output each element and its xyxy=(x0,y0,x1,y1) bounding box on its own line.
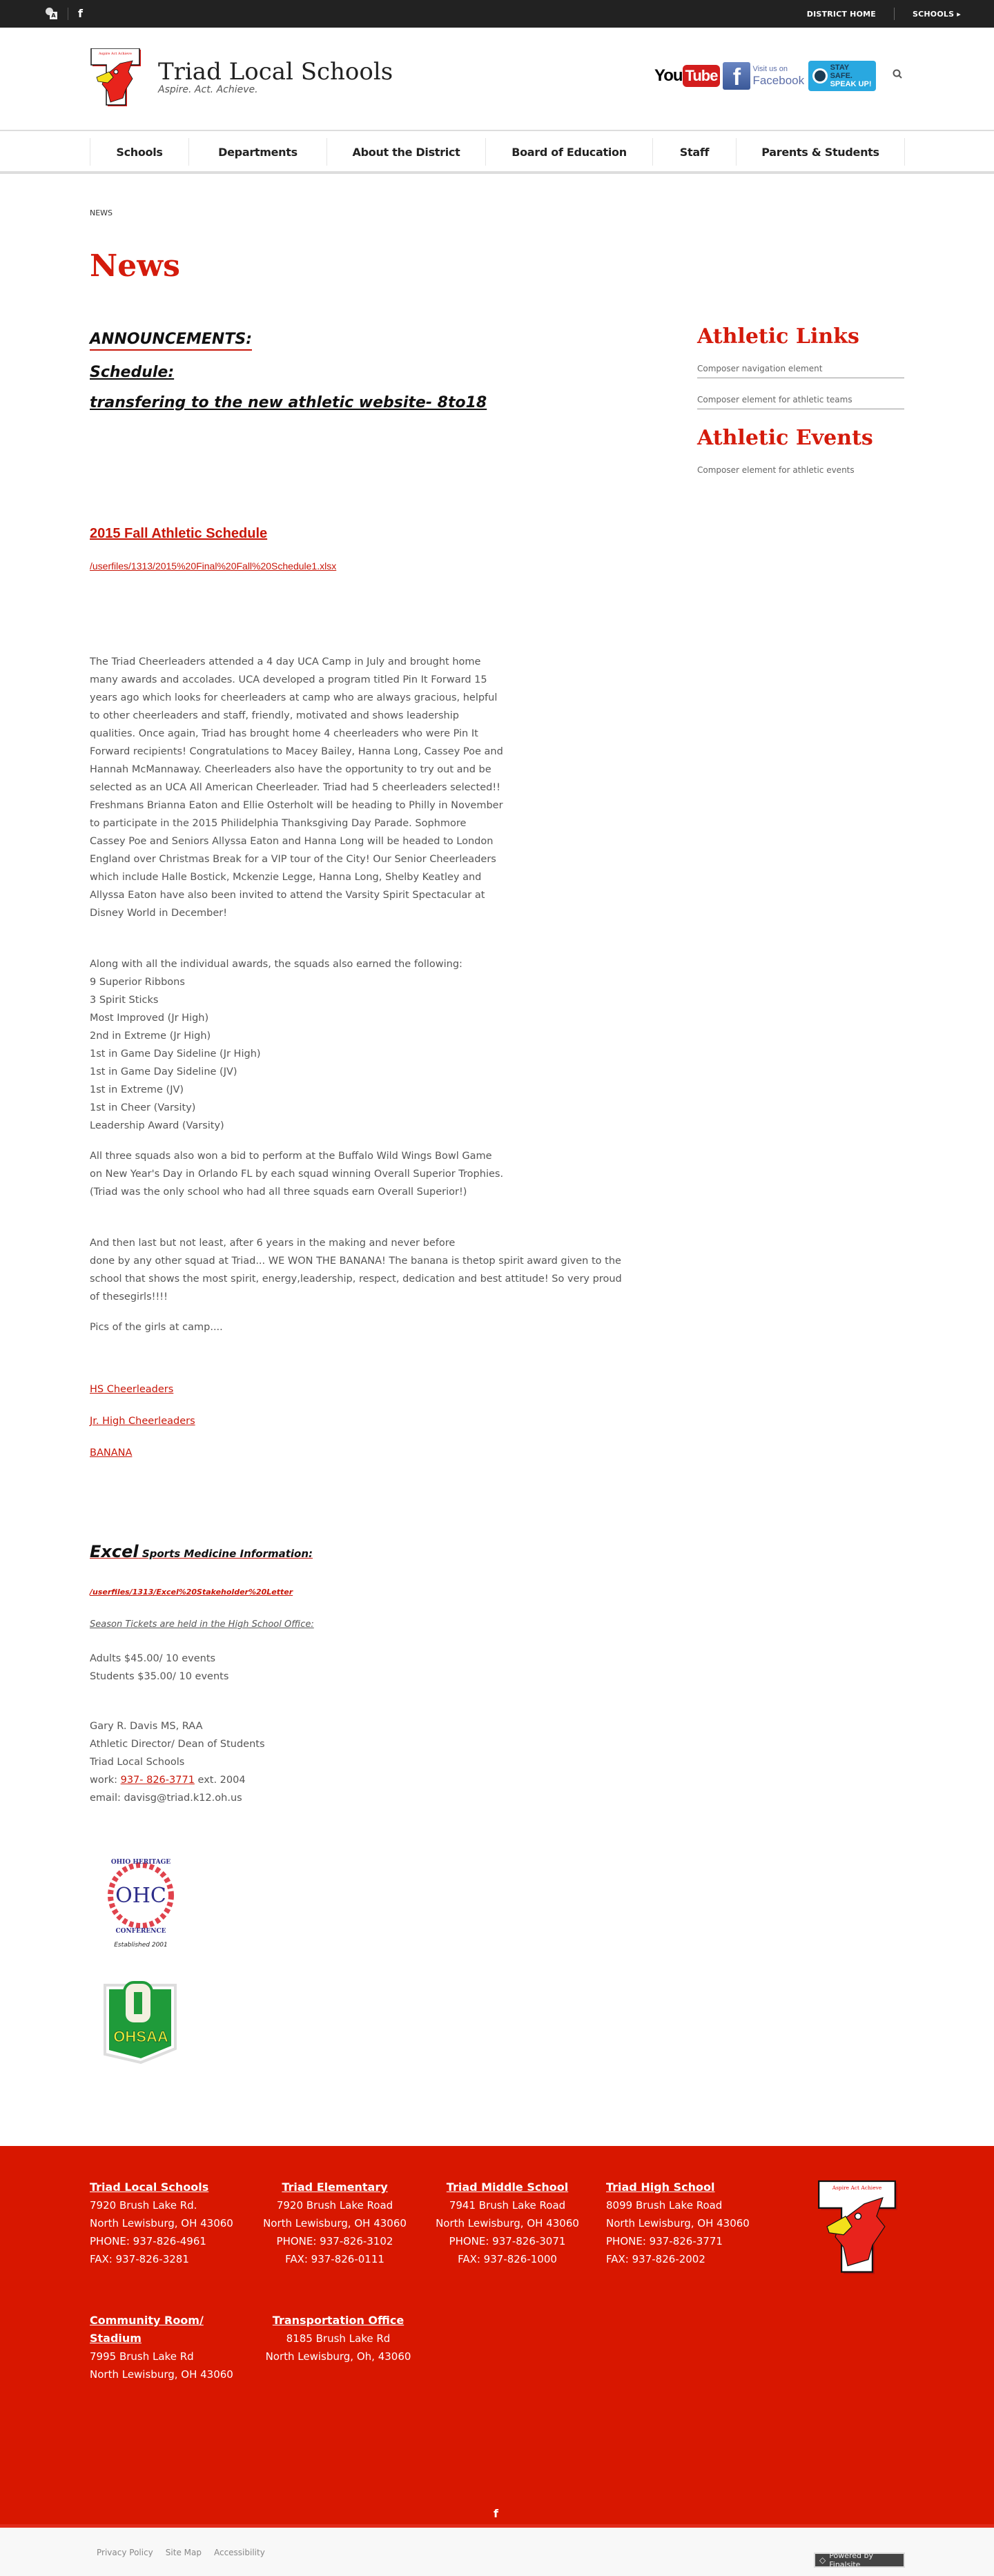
svg-text:Aspire Act Achieve: Aspire Act Achieve xyxy=(832,2184,882,2191)
composer-nav-element[interactable]: Composer navigation element xyxy=(697,364,904,378)
excel-heading: Excel Sports Medicine Information: xyxy=(90,1542,313,1561)
pics-caption: Pics of the girls at camp.... xyxy=(90,1322,223,1333)
footer-facebook-icon[interactable]: f xyxy=(494,2507,498,2520)
award-item: Most Improved (Jr High) xyxy=(90,1013,209,1024)
athletic-events-heading: Athletic Events xyxy=(697,426,873,450)
divider xyxy=(894,8,895,20)
social-links xyxy=(654,61,876,91)
utility-bar xyxy=(0,0,994,28)
award-item: 1st in Game Day Sideline (Jr High) xyxy=(90,1048,261,1060)
award-item: Leadership Award (Varsity) xyxy=(90,1120,224,1131)
phone-link[interactable]: 937- 826-3771 xyxy=(120,1775,195,1786)
athletic-links-heading: Athletic Links xyxy=(697,324,859,349)
footer-col-elementary: Triad Elementary 7920 Brush Lake Road North Lewisburg, OH 43060 PHONE: 937-826-3102 FAX: 937-826-0111 xyxy=(263,2180,407,2265)
season-tickets-heading: Season Tickets are held in the High School Office: xyxy=(90,1619,314,1630)
svg-text:OHIO HERITAGE: OHIO HERITAGE xyxy=(110,1859,171,1866)
award-item: 1st in Game Day Sideline (JV) xyxy=(90,1066,237,1077)
facebook-icon[interactable]: f xyxy=(78,7,83,20)
nav-item-schools[interactable]: Schools xyxy=(90,138,189,166)
site-footer xyxy=(0,2146,994,2528)
svg-text:OHSAA: OHSAA xyxy=(113,2028,168,2045)
cheer-paragraph: The Triad Cheerleaders attended a 4 day UCA Camp in July and brought home many awards and accolades. UCA developed a program titled Pin It Forward 15 years ago which looks for cheerleaders at camp who are always gracious, helpful to other cheerleaders and staff, friendly, motivated and shows leadership qualities. Once again, Triad has brought home 4 cheerleaders who were Pin It Forward recipients! Congratulations to Macey Bailey, Hanna Long, Cassey Poe and Hannah McMannaway. Cheerleaders also have the opportunity to try out and be selected as an UCA All American Cheerleader. Triad had 5 cheerleaders selected!! Freshmans Brianna Eaton and Ellie Osterholt will be heading to Philly in November to participate in the 2015 Philidelphia Thanksgiving Day Parade. Sophmore Cassey Poe and Seniors Allyssa Eaton and Hanna Long will be headed to London England over Christmas Break for a VIP tour of the City! Our Senior Cheerleaders which include Halle Bostick, Mckenzie Legge, Hanna Long, Shelby Keatley and Allyssa Eaton have also been invited to attend the Varsity Spirit Spectacular at Disney World in December! xyxy=(90,656,503,919)
privacy-policy-link[interactable]: Privacy Policy xyxy=(97,2548,153,2557)
site-title[interactable]: Triad Local Schools xyxy=(158,58,393,86)
footer-col-district: Triad Local Schools 7920 Brush Lake Rd. North Lewisburg, OH 43060 PHONE: 937-826-4961 FAX: 937-826-3281 xyxy=(90,2180,233,2265)
announcements-heading: ANNOUNCEMENTS: xyxy=(90,330,252,351)
award-item: 3 Spirit Sticks xyxy=(90,995,159,1006)
footer-col-transportation: Transportation Office 8185 Brush Lake Rd North Lewisburg, Oh, 43060 xyxy=(265,2314,411,2363)
site-tagline: Aspire. Act. Achieve. xyxy=(158,84,258,95)
nav-item-parents-students[interactable]: Parents & Students xyxy=(737,138,905,166)
excel-letter-link[interactable]: /userfiles/1313/Excel%20Stakeholder%20Letter xyxy=(90,1588,293,1597)
footer-col-high: Triad High School 8099 Brush Lake Road North Lewisburg, OH 43060 PHONE: 937-826-3771 FAX: 937-826-2002 xyxy=(606,2180,750,2265)
composer-events-element[interactable]: Composer element for athletic events xyxy=(697,465,855,475)
breadcrumb[interactable]: NEWS xyxy=(90,208,113,217)
banana-link[interactable]: BANANA xyxy=(90,1447,133,1458)
award-item: 1st in Cheer (Varsity) xyxy=(90,1102,196,1113)
transfer-notice: transfering to the new athletic website- 8to18 xyxy=(90,394,487,411)
awards-section: Along with all the individual awards, the squads also earned the following: 9 Superior Ribbons 3 Spirit Sticks Most Improved (Jr High) 2nd in Extreme (Jr High) 1st in Game Day Sideline (Jr High) 1st in Game Day Sideline (JV) 1st in Extreme (JV) 1st in Cheer (Varsity) Leadership Award (Varsity) xyxy=(90,955,628,1135)
svg-text:CONFERENCE: CONFERENCE xyxy=(115,1928,166,1935)
jr-high-cheerleaders-link[interactable]: Jr. High Cheerleaders xyxy=(90,1416,195,1427)
email-text: email: davisg@triad.k12.oh.us xyxy=(90,1793,242,1804)
nav-item-departments[interactable]: Departments xyxy=(189,138,327,166)
nav-item-staff[interactable]: Staff xyxy=(653,138,737,166)
finalsite-diamond-icon: ◇ xyxy=(819,2555,826,2565)
fall-schedule-file-link[interactable]: /userfiles/1313/2015%20Final%20Fall%20Schedule1.xlsx xyxy=(90,560,337,572)
search-icon[interactable] xyxy=(893,69,902,79)
banana-paragraph: And then last but not least, after 6 years in the making and never before done by any other squad at Triad... WE WON THE BANANA! The banana is thetop spirit award given to the school that shows the most spirit, energy,leadership, respect, dedication and best attitude! So very proud of thesegirls!!!! xyxy=(90,1238,622,1302)
fall-schedule-link[interactable]: 2015 Fall Athletic Schedule xyxy=(90,526,268,541)
contact-block: Gary R. Davis MS, RAA Athletic Director/ Dean of Students Triad Local Schools work: 937- 826-3771 ext. 2004 email: davisg@triad.k12.oh.us xyxy=(90,1717,265,1807)
facebook-icon: f xyxy=(723,62,750,90)
facebook-visit-link[interactable]: f Visit us on Facebook xyxy=(723,62,804,90)
ohc-logo xyxy=(99,1853,185,1963)
powered-by-finalsite-badge[interactable]: ◇ Powered by Finalsite xyxy=(814,2553,905,2568)
hs-cheerleaders-link[interactable]: HS Cheerleaders xyxy=(90,1384,174,1395)
svg-text:OHC: OHC xyxy=(115,1884,166,1908)
ohsaa-logo xyxy=(92,1973,189,2069)
accessibility-link[interactable]: Accessibility xyxy=(213,2548,265,2557)
award-item: 9 Superior Ribbons xyxy=(90,977,185,988)
bowl-paragraph: All three squads also won a bid to perform at the Buffalo Wild Wings Bowl Game on New Year's Day in Orlando FL by each squad winning Overall Superior Trophies. (Triad was the only school who had all three squads earn Overall Superior!) xyxy=(90,1151,504,1198)
svg-text:Established 2001: Established 2001 xyxy=(114,1942,168,1949)
schools-dropdown[interactable]: SCHOOLS ▸ xyxy=(913,9,961,19)
bottom-bar xyxy=(0,2528,994,2576)
speech-bubble-icon xyxy=(812,68,827,84)
svg-text:Aspire Act Achieve: Aspire Act Achieve xyxy=(99,52,132,56)
cardinal-logo[interactable] xyxy=(90,48,145,110)
schedule-heading: Schedule: xyxy=(90,364,175,381)
district-home-link[interactable]: DISTRICT HOME xyxy=(806,9,876,19)
youtube-logo-badge: Tube xyxy=(683,65,721,87)
footer-cardinal-logo xyxy=(817,2179,899,2277)
nav-item-about[interactable]: About the District xyxy=(327,138,486,166)
nav-item-board[interactable]: Board of Education xyxy=(486,138,653,166)
sidebar xyxy=(697,324,904,496)
footer-col-community: Community Room/ Stadium 7995 Brush Lake Rd North Lewisburg, OH 43060 xyxy=(90,2314,233,2381)
main-nav xyxy=(0,130,994,174)
award-item: 1st in Extreme (JV) xyxy=(90,1084,184,1095)
page-title: News xyxy=(90,248,180,284)
site-map-link[interactable]: Site Map xyxy=(165,2548,202,2557)
footer-col-middle: Triad Middle School 7941 Brush Lake Road North Lewisburg, OH 43060 PHONE: 937-826-3071 FAX: 937-826-1000 xyxy=(436,2180,579,2265)
ticket-prices: Adults $45.00/ 10 events Students $35.00/ 10 events xyxy=(90,1653,229,1682)
youtube-link[interactable] xyxy=(654,62,720,90)
award-item: 2nd in Extreme (Jr High) xyxy=(90,1031,211,1042)
site-header xyxy=(0,28,994,130)
youtube-logo-text: You xyxy=(654,66,683,85)
composer-teams-element[interactable]: Composer element for athletic teams xyxy=(697,395,904,409)
stay-safe-speak-up-link[interactable]: STAY SAFE. SPEAK UP! xyxy=(808,61,876,91)
translate-icon[interactable]: A xyxy=(46,8,58,20)
